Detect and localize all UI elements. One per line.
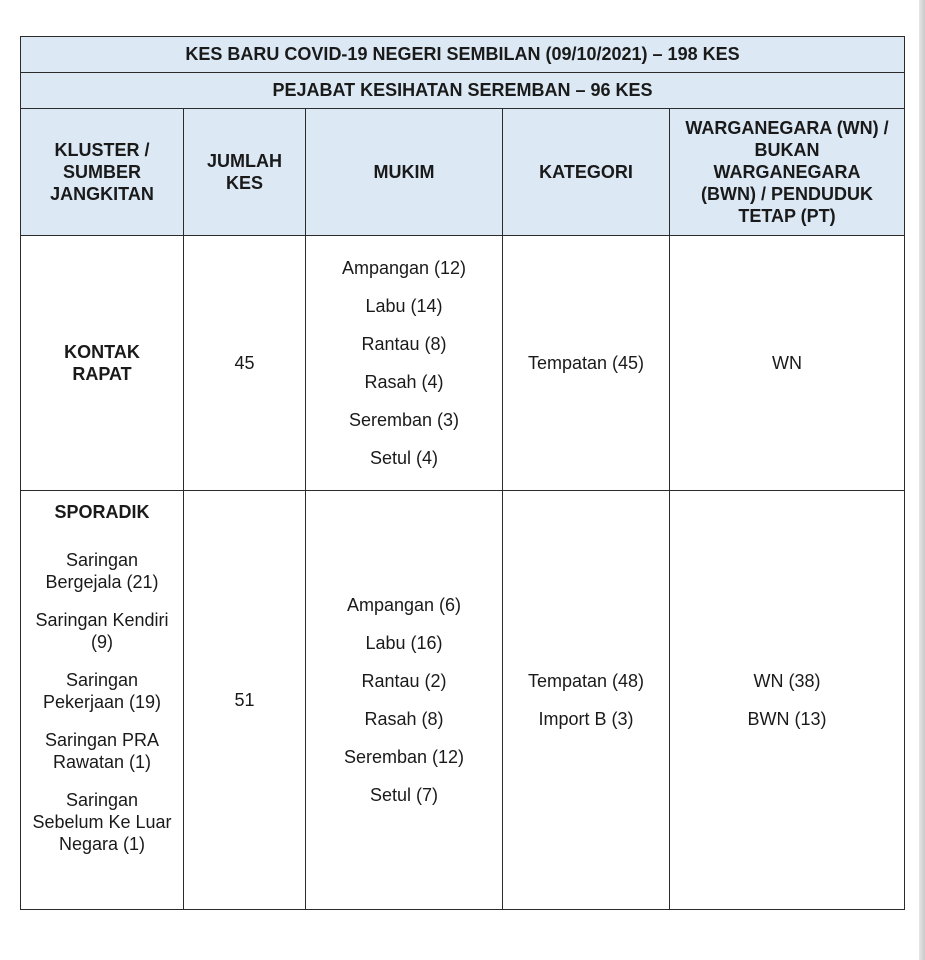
list-item: Labu (14) bbox=[365, 296, 443, 316]
list-item: Saringan Sebelum Ke Luar Negara (1) bbox=[32, 790, 172, 854]
table-title: KES BARU COVID-19 NEGERI SEMBILAN (09/10/2021) – 198 KES bbox=[21, 37, 905, 73]
list-item: BWN (13) bbox=[747, 709, 827, 729]
list-item: Setul (7) bbox=[369, 785, 439, 805]
list-item: Setul (4) bbox=[369, 448, 439, 468]
list-item: Rasah (4) bbox=[364, 372, 444, 392]
header-row bbox=[21, 109, 905, 236]
list-item: Saringan Bergejala (21) bbox=[45, 550, 159, 592]
cell-kategori bbox=[503, 491, 670, 910]
kluster-label: KONTAK RAPAT bbox=[64, 342, 140, 384]
cell-kluster bbox=[21, 236, 184, 491]
cell-warganegara bbox=[670, 491, 905, 910]
cell-kategori bbox=[503, 236, 670, 491]
list-item: Saringan PRA Rawatan (1) bbox=[44, 730, 160, 772]
table-row bbox=[21, 491, 905, 910]
table-row bbox=[21, 236, 905, 491]
kluster-label: SPORADIK bbox=[54, 502, 150, 522]
col-header-jumlah: JUMLAH KES bbox=[184, 109, 306, 236]
list-item: Seremban (12) bbox=[343, 747, 465, 767]
page-edge-shadow bbox=[919, 0, 925, 960]
list-item: Rantau (2) bbox=[361, 671, 447, 691]
list-item: Rasah (8) bbox=[364, 709, 444, 729]
cell-mukim bbox=[306, 491, 503, 910]
list-item: Seremban (3) bbox=[348, 410, 460, 430]
list-item: Ampangan (12) bbox=[341, 258, 467, 278]
covid-cases-table bbox=[20, 36, 905, 910]
subtitle-row bbox=[21, 73, 905, 109]
list-item: Labu (16) bbox=[365, 633, 443, 653]
list-item: Import B (3) bbox=[538, 709, 634, 729]
col-header-kategori: KATEGORI bbox=[503, 109, 670, 236]
list-item: Saringan Pekerjaan (19) bbox=[42, 670, 162, 712]
col-header-mukim: MUKIM bbox=[306, 109, 503, 236]
list-item: WN (38) bbox=[753, 671, 821, 691]
list-item: Rantau (8) bbox=[361, 334, 447, 354]
cell-mukim bbox=[306, 236, 503, 491]
list-item: Tempatan (48) bbox=[527, 671, 645, 691]
title-row bbox=[21, 37, 905, 73]
list-item: Saringan Kendiri (9) bbox=[35, 610, 169, 652]
col-header-warganegara: WARGANEGARA (WN) / BUKAN WARGANEGARA (BWN) / PENDUDUK TETAP (PT) bbox=[670, 109, 905, 236]
table-subtitle: PEJABAT KESIHATAN SEREMBAN – 96 KES bbox=[21, 73, 905, 109]
cell-kluster bbox=[21, 491, 184, 910]
cell-warganegara bbox=[670, 236, 905, 491]
col-header-kluster: KLUSTER / SUMBER JANGKITAN bbox=[21, 109, 184, 236]
list-item: Tempatan (45) bbox=[527, 353, 645, 373]
list-item: WN bbox=[772, 353, 803, 373]
cell-jumlah: 45 bbox=[184, 236, 306, 491]
cell-jumlah: 51 bbox=[184, 491, 306, 910]
list-item: Ampangan (6) bbox=[346, 595, 462, 615]
